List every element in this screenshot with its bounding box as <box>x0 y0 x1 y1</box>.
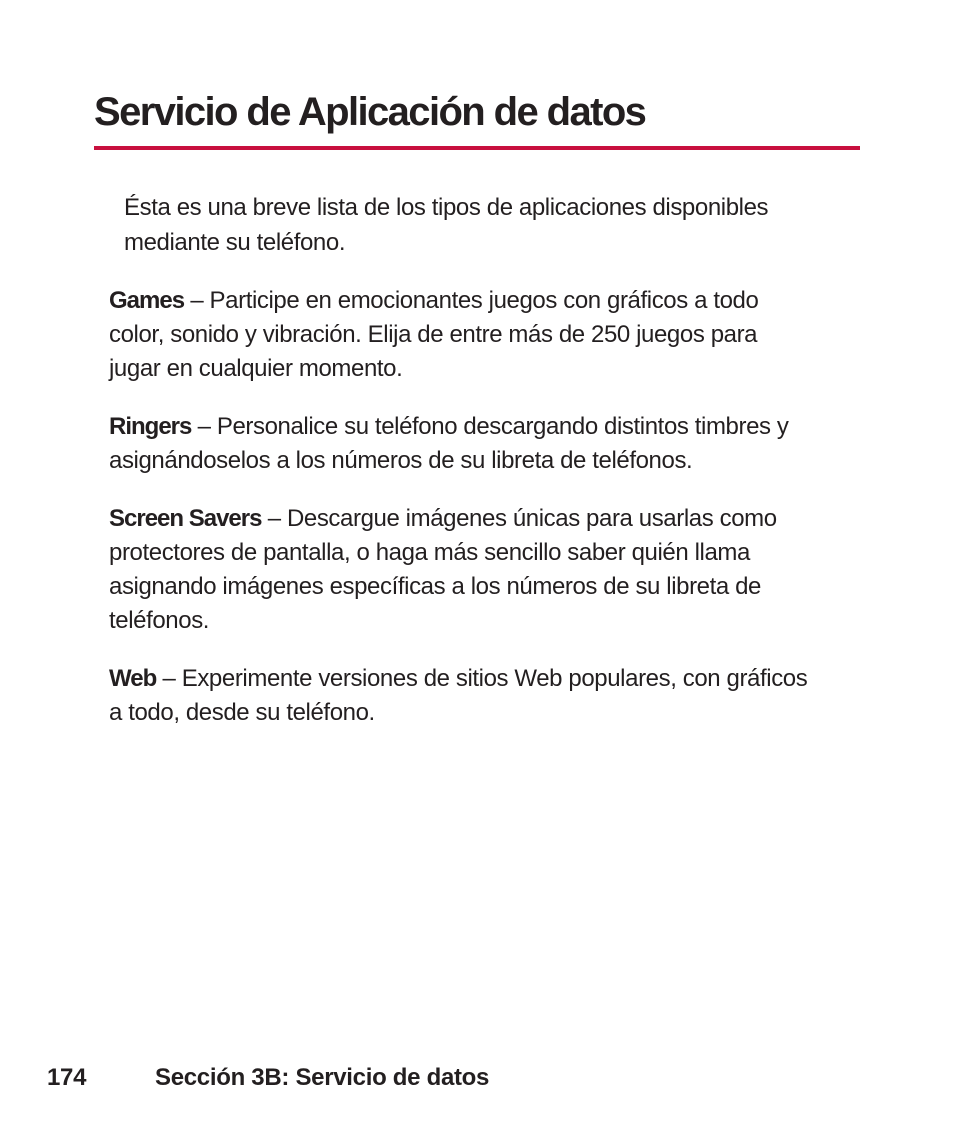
entry-term: Games <box>109 287 185 314</box>
entry-description: – Participe en emocionantes juegos con gráficos a todo color, sonido y vibración. Elija de entre más de 250 juegos para jugar en cualquier momento. <box>109 287 759 382</box>
entry-term: Screen Savers <box>109 505 262 532</box>
list-item-web <box>109 662 809 730</box>
intro-paragraph: Ésta es una breve lista de los tipos de aplicaciones disponibles mediante su teléfono. <box>124 194 769 256</box>
page-number: 174 <box>47 1064 87 1091</box>
footer-section-title: Sección 3B: Servicio de datos <box>155 1064 490 1091</box>
page-footer <box>47 1061 490 1095</box>
list-item-ringers <box>109 410 809 478</box>
entry-description: – Descargue imágenes únicas para usarlas como protectores de pantalla, o haga más sencillo saber quién llama asignando imágenes específicas a los números de su libreta de teléfonos. <box>109 505 777 634</box>
application-list <box>109 284 809 754</box>
entry-description: – Experimente versiones de sitios Web populares, con gráficos a todo, desde su teléfono. <box>109 665 808 726</box>
list-item-screen-savers <box>109 502 809 638</box>
entry-term: Web <box>109 665 157 692</box>
entry-description: – Personalice su teléfono descargando distintos timbres y asignándoselos a los números de su libreta de teléfonos. <box>109 413 789 474</box>
list-item-games <box>109 284 809 386</box>
title-divider <box>94 146 860 150</box>
entry-term: Ringers <box>109 413 192 440</box>
page-title: Servicio de Aplicación de datos <box>94 90 646 134</box>
